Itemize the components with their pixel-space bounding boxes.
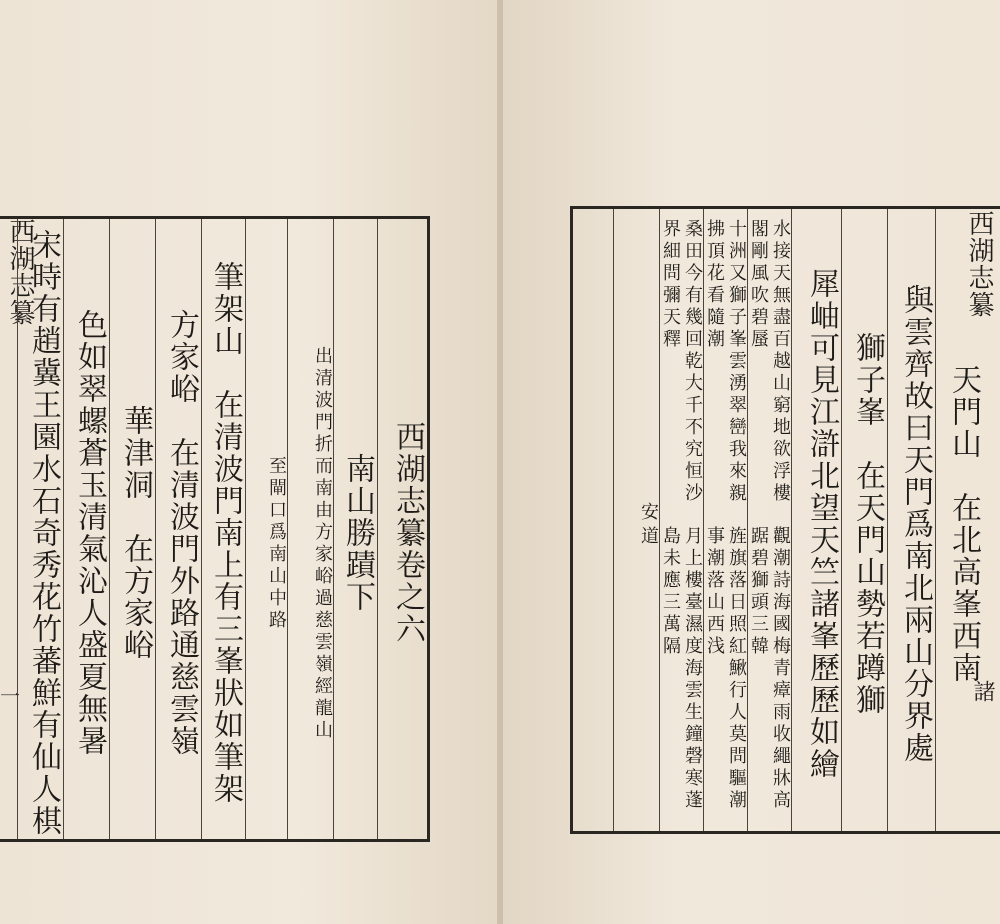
col-text: 南山勝蹟下 (340, 453, 375, 613)
right-text-frame (570, 206, 1000, 834)
right-edge-title: 西湖志纂 (964, 210, 994, 318)
col-right-poem-1 (747, 209, 791, 831)
col-right-poem-4 (613, 209, 659, 831)
left-edge-title: 西湖志纂 (5, 218, 35, 326)
col-text: 方家峪 在清波門外路通慈雲嶺 (164, 309, 199, 757)
col-right-3 (841, 209, 887, 831)
col-text: 月上樓臺濕度海雲生鐘磬寒蓬島未應三萬隔 (660, 526, 703, 812)
col-left-2 (333, 219, 377, 839)
col-text: 色如翠螺蒼玉清氣沁人盛夏無暑 (72, 309, 107, 757)
col-text: 西湖志纂卷之六 (390, 421, 425, 645)
left-page-number: 一 (0, 684, 20, 708)
col-left-7 (109, 219, 155, 839)
col-left-5 (201, 219, 245, 839)
col-left-4 (245, 219, 287, 839)
right-edge-tail: 諸 (970, 680, 995, 703)
col-text: 桑田今有幾回乾大千不究恒沙界細問彌天釋 (660, 219, 703, 505)
col-text: 道 (638, 526, 659, 548)
col-right-4 (791, 209, 841, 831)
col-text: 天門山 在北高峯西南 (946, 364, 981, 684)
col-left-9 (17, 219, 63, 839)
col-left-8 (63, 219, 109, 839)
col-text: 出清波門折而南由方家峪過慈雲嶺經龍山 (312, 346, 333, 742)
col-left-3 (287, 219, 333, 839)
col-text: 至閘口爲南山中路 (266, 456, 287, 632)
col-text: 與雲齊故曰天門爲南北兩山分界處 (898, 284, 933, 764)
col-text: 獅子峯 在天門山勢若蹲獅 (850, 332, 885, 716)
col-text: 水接天無盡百越山窮地欲浮樓閣剛風吹碧蜃 (748, 219, 791, 505)
col-text: 旌旗落日照紅鰍行人莫問驅潮事潮落山西浅 (704, 526, 747, 812)
col-right-1 (935, 209, 983, 831)
col-text: 華津洞 在方家峪 (118, 405, 153, 661)
col-text: 宋時有趙冀王園水石奇秀花竹蕃鮮有仙人棋 (26, 229, 61, 837)
col-left-6 (155, 219, 201, 839)
col-right-poem-2 (703, 209, 747, 831)
left-page (0, 0, 497, 924)
col-text: 犀岫可見江滸北望天竺諸峯歷歷如繪 (804, 268, 839, 780)
left-text-frame (0, 216, 430, 842)
col-right-2 (887, 209, 935, 831)
col-right-poem-3 (659, 209, 703, 831)
col-text: 筆架山 在清波門南上有三峯狀如筆架 (208, 261, 243, 805)
col-text: 十洲又獅子峯雲湧翠巒我來親拂頂花看隨潮 (704, 219, 747, 505)
col-left-1 (377, 219, 427, 839)
col-text: 安 (638, 502, 659, 524)
col-text: 觀潮詩海國梅青瘴雨收繩牀高踞碧獅頭三韓 (748, 526, 791, 812)
